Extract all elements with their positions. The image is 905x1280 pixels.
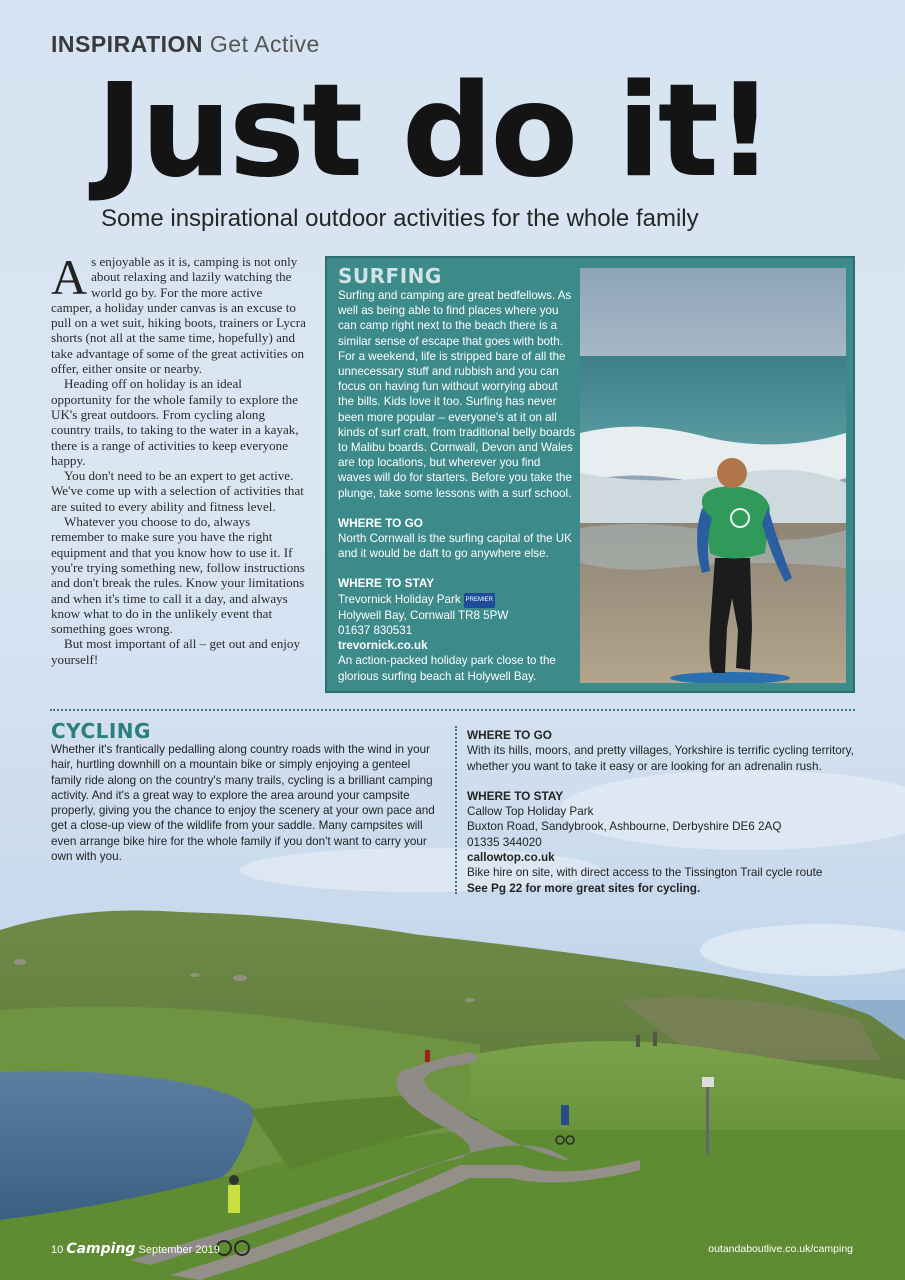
footer-url[interactable]: outandaboutlive.co.uk/camping bbox=[708, 1243, 853, 1255]
surfing-website-link[interactable]: trevornick.co.uk bbox=[338, 639, 428, 653]
surfing-where-to-go: North Cornwall is the surfing capital of the UK and it would be daft to go anywhere else. bbox=[338, 532, 572, 561]
intro-paragraph: You don't need to be an expert to get active. We've come up with a selection of activities that are suited to every ability and fitness level. bbox=[51, 468, 304, 514]
subheadline: Some inspirational outdoor activities for the whole family bbox=[101, 205, 699, 232]
page-number: 10 bbox=[51, 1244, 64, 1256]
cycling-body: Whether it's frantically pedalling along country roads with the wind in your hair, hurtling downhill on a mountain bike or simply enjoying a genteel family ride along on the country's many trails, cycling is a brilliant camping activity. And it's a great way to explore the area around your campsite properly, giving you the chance to enjoy the scenery at your own pace and get a close-up view of the wildlife from your saddle. Many campsites will even arrange bike hire for the whole family if you don't want to carry your own with you. bbox=[51, 743, 435, 864]
cycling-section bbox=[51, 720, 441, 864]
drop-cap: A bbox=[51, 249, 88, 305]
surfing-title: SURFING bbox=[338, 264, 442, 288]
headline: Just do it! bbox=[96, 57, 772, 206]
surfing-park-line bbox=[338, 592, 576, 608]
surfing-body: Surfing and camping are great bedfellows. As well as being able to find places where you can camp right next to the beach there is a similar sense of escape that goes with both. For a weekend, life is stripped bare of all the unnecessary stuff and rubbish and you can focus on having fun without worrying about the bills. Kids love it too. Surfing has never been more popular – everyone's at it on all kinds of surf craft, from traditional belly boards to Malibu boards. Cornwall, Devon and Wales are top locations, but wherever you find waves will do for starters. Before you take the plunge, take some lessons with a surf school. bbox=[338, 289, 576, 500]
intro-text bbox=[51, 249, 306, 667]
section-name: INSPIRATION bbox=[51, 31, 204, 57]
section-divider bbox=[50, 709, 855, 711]
cycling-description: Bike hire on site, with direct access to the Tissington Trail cycle route bbox=[467, 866, 823, 880]
cycling-where-to-go: With its hills, moors, and pretty villages, Yorkshire is terrific cycling territory, whether you want to take it easy or are looking for an adrenalin rush. bbox=[467, 744, 854, 773]
surfing-where-to-stay-heading: WHERE TO STAY bbox=[338, 576, 435, 591]
cycling-title: CYCLING bbox=[51, 719, 151, 743]
surfing-description: An action-packed holiday park close to the glorious surfing beach at Holywell Bay. bbox=[338, 654, 556, 683]
cycling-where-to-go-heading: WHERE TO GO bbox=[467, 728, 552, 742]
intro-paragraph: Whatever you choose to do, always remember to make sure you have the right equipment and that you know how to use it. If you're trying something new, follow instructions and don't break the rules. Know your limitations and when it's time to call it a day, and always know what to do in the unlikely event that something goes wrong. bbox=[51, 514, 305, 637]
cycling-see-more: See Pg 22 for more great sites for cycling. bbox=[467, 881, 701, 895]
surfing-panel bbox=[325, 256, 855, 693]
surfing-address: Holywell Bay, Cornwall TR8 5PW bbox=[338, 608, 509, 622]
cycling-info bbox=[467, 728, 867, 896]
surfing-text bbox=[338, 264, 576, 684]
cycling-park-name: Callow Top Holiday Park bbox=[467, 805, 594, 819]
column-separator bbox=[455, 726, 457, 894]
footer-left bbox=[51, 1241, 220, 1257]
surfing-phone: 01637 830531 bbox=[338, 624, 413, 638]
surfing-where-to-go-heading: WHERE TO GO bbox=[338, 515, 423, 530]
surfer-photo bbox=[580, 268, 846, 683]
surfing-park-name: Trevornick Holiday Park bbox=[338, 592, 461, 606]
cycling-where-to-stay-heading: WHERE TO STAY bbox=[467, 788, 564, 803]
intro-paragraph: As enjoyable as it is, camping is not only about relaxing and lazily watching the world go by. For the more active camper, a holiday under canvas is an excuse to pull on a wet suit, hiking boots, trainers or Lycra shorts (not all at the same time, hopefully) and take advantage of some of the great activities on offer, either onsite or nearby. bbox=[51, 249, 306, 377]
section-label bbox=[51, 31, 320, 58]
cycling-address: Buxton Road, Sandybrook, Ashbourne, Derbyshire DE6 2AQ bbox=[467, 820, 782, 834]
issue-date: September 2019 bbox=[138, 1244, 220, 1256]
premier-badge-icon: PREMIER bbox=[464, 593, 495, 608]
intro-paragraph: But most important of all – get out and enjoy yourself! bbox=[51, 636, 301, 667]
magazine-logo: Camping bbox=[66, 1241, 136, 1257]
cycling-website-link[interactable]: callowtop.co.uk bbox=[467, 851, 555, 865]
cycling-phone: 01335 344020 bbox=[467, 835, 542, 849]
subsection-name: Get Active bbox=[209, 31, 320, 57]
intro-paragraph: Heading off on holiday is an ideal opportunity for the whole family to explore the UK's great outdoors. From cycling along country trails, to taking to the water in a kayak, there is a range of activities to keep everyone happy. bbox=[51, 376, 299, 468]
